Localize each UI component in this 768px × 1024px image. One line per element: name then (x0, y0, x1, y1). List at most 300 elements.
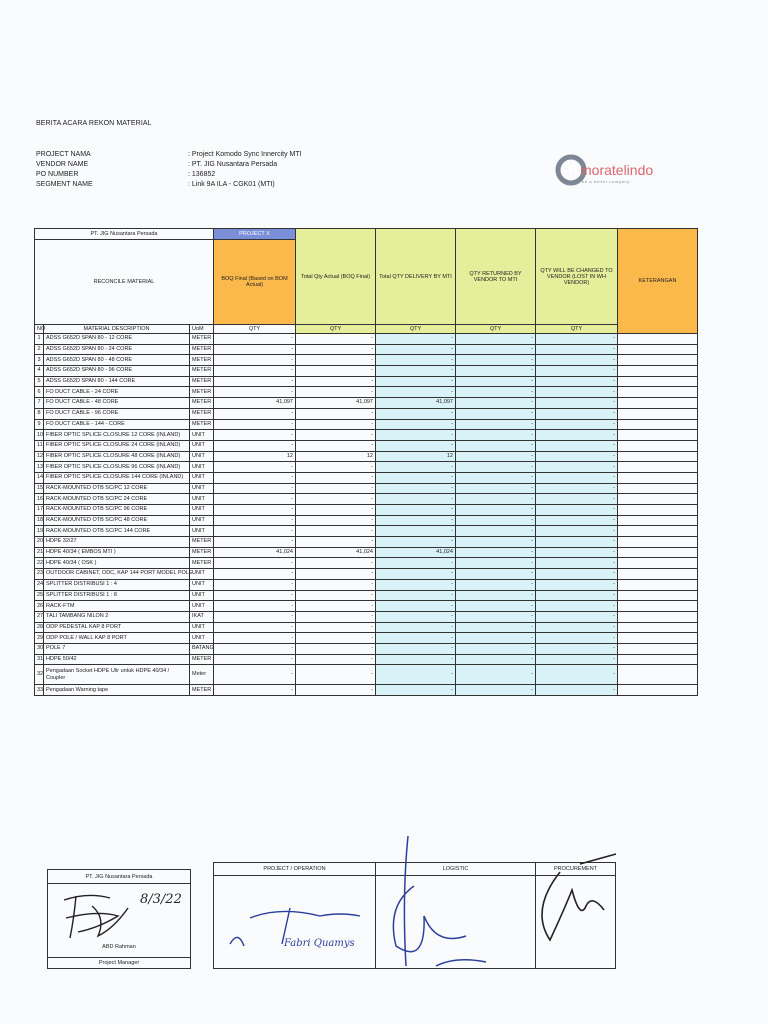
document-title: BERITA ACARA REKON MATERIAL (36, 120, 152, 127)
row-qty-boq: - (214, 558, 296, 569)
table-row (35, 505, 698, 516)
row-uom: METER (190, 334, 214, 345)
row-no: 10 (35, 430, 44, 441)
row-material-description: Pengadaan Socket HDPE Ulir untuk HDPE 40/34 / Coupler (44, 665, 190, 685)
row-no: 28 (35, 622, 44, 633)
row-material-description: HDPE 40/34 ( OSK ) (44, 558, 190, 569)
row-uom: UNIT (190, 494, 214, 505)
row-qty-changed: - (536, 440, 618, 451)
row-qty-boq: - (214, 462, 296, 473)
row-material-description: TALI TAMBANG NILON 2 (44, 611, 190, 622)
row-qty-changed: - (536, 526, 618, 537)
row-uom: UNIT (190, 526, 214, 537)
row-qty-changed: - (536, 419, 618, 430)
row-qty-boq: - (214, 419, 296, 430)
project-operation-sign-cell (214, 876, 376, 969)
row-no: 17 (35, 505, 44, 516)
row-qty-delivery: 41,024 (376, 547, 456, 558)
row-qty-actual: - (296, 685, 376, 696)
row-qty-boq: 12 (214, 451, 296, 462)
row-qty-actual: - (296, 590, 376, 601)
row-qty-changed: - (536, 590, 618, 601)
row-qty-actual: - (296, 462, 376, 473)
row-uom: UNIT (190, 633, 214, 644)
row-qty-boq: - (214, 334, 296, 345)
row-qty-returned: - (456, 515, 536, 526)
project-header: PROJECT X (214, 229, 296, 240)
table-row (35, 579, 698, 590)
row-qty-returned: - (456, 419, 536, 430)
row-material-description: ADSS G652D SPAN 80 - 48 CORE (44, 355, 190, 366)
row-qty-changed: - (536, 376, 618, 387)
row-qty-boq: - (214, 654, 296, 665)
row-material-description: POLE 7 (44, 643, 190, 654)
row-keterangan (618, 366, 698, 377)
row-qty-returned: - (456, 366, 536, 377)
row-qty-returned: - (456, 622, 536, 633)
row-qty-delivery: - (376, 685, 456, 696)
row-qty-actual: - (296, 430, 376, 441)
row-qty-returned: - (456, 334, 536, 345)
info-label-project: PROJECT NAMA (36, 151, 91, 158)
row-qty-delivery: - (376, 483, 456, 494)
col-header-changed: QTY WILL BE CHANGED TO VENDOR (LOST IN WH VENDOR) (536, 229, 618, 325)
row-qty-delivery: - (376, 494, 456, 505)
row-uom: UNIT (190, 505, 214, 516)
row-keterangan (618, 483, 698, 494)
reconcile-table (34, 228, 698, 696)
row-no: 31 (35, 654, 44, 665)
table-row (35, 430, 698, 441)
table-row (35, 408, 698, 419)
row-keterangan (618, 579, 698, 590)
row-qty-boq: - (214, 387, 296, 398)
row-qty-changed: - (536, 558, 618, 569)
row-keterangan (618, 601, 698, 612)
row-uom: UNIT (190, 569, 214, 580)
row-uom: METER (190, 654, 214, 665)
row-no: 20 (35, 537, 44, 548)
row-qty-boq: - (214, 526, 296, 537)
row-qty-changed: - (536, 494, 618, 505)
row-keterangan (618, 569, 698, 580)
row-qty-returned: - (456, 665, 536, 685)
procurement-header: PROCUREMENT (536, 863, 616, 876)
logistic-signature-icon (376, 816, 536, 986)
row-qty-changed: - (536, 462, 618, 473)
row-qty-delivery: - (376, 579, 456, 590)
row-keterangan (618, 526, 698, 537)
sub-header-qty-returned: QTY (456, 325, 536, 334)
row-qty-boq: 41,097 (214, 398, 296, 409)
row-material-description: FO DUCT CABLE - 96 CORE (44, 408, 190, 419)
info-value-segment: : Link 9A ILA - CGK01 (MTI) (188, 181, 275, 188)
project-operation-header: PROJECT / OPERATION (214, 863, 376, 876)
row-keterangan (618, 398, 698, 409)
sub-header-qty-delivery: QTY (376, 325, 456, 334)
reconcile-header: RECONCILE MATERIAL (35, 240, 214, 325)
row-qty-changed: - (536, 537, 618, 548)
row-keterangan (618, 376, 698, 387)
row-uom: UNIT (190, 622, 214, 633)
row-no: 4 (35, 366, 44, 377)
row-qty-delivery: - (376, 387, 456, 398)
row-qty-delivery: - (376, 622, 456, 633)
row-qty-boq: - (214, 366, 296, 377)
row-uom: Meter (190, 665, 214, 685)
row-qty-actual: - (296, 366, 376, 377)
table-row (35, 334, 698, 345)
sub-header-uom: UoM (190, 325, 214, 334)
table-row (35, 515, 698, 526)
row-material-description: ADSS G652D SPAN 80 - 96 CORE (44, 366, 190, 377)
row-no: 21 (35, 547, 44, 558)
row-qty-actual: - (296, 483, 376, 494)
row-qty-returned: - (456, 526, 536, 537)
row-material-description: RACK-MOUNTED OTB SC/PC 12 CORE (44, 483, 190, 494)
row-no: 2 (35, 344, 44, 355)
row-uom: METER (190, 547, 214, 558)
row-qty-actual: - (296, 665, 376, 685)
row-qty-boq: - (214, 579, 296, 590)
row-keterangan (618, 622, 698, 633)
row-material-description: FIBER OPTIC SPLICE CLOSURE 48 CORE (INLAND) (44, 451, 190, 462)
row-material-description: SPLITTER DISTRIBUSI 1 : 8 (44, 590, 190, 601)
row-qty-delivery: - (376, 355, 456, 366)
row-qty-actual: - (296, 355, 376, 366)
row-uom: METER (190, 537, 214, 548)
row-qty-changed: - (536, 344, 618, 355)
row-no: 12 (35, 451, 44, 462)
company-logo (556, 148, 666, 192)
row-qty-delivery: - (376, 419, 456, 430)
table-row (35, 665, 698, 685)
row-qty-boq: - (214, 590, 296, 601)
row-qty-actual: - (296, 579, 376, 590)
row-qty-boq: - (214, 440, 296, 451)
row-qty-boq: - (214, 376, 296, 387)
row-qty-boq: - (214, 472, 296, 483)
row-qty-boq: - (214, 483, 296, 494)
row-qty-changed: - (536, 665, 618, 685)
row-qty-delivery: - (376, 537, 456, 548)
row-no: 11 (35, 440, 44, 451)
row-keterangan (618, 558, 698, 569)
row-material-description: ODP POLE / WALL KAP 8 PORT (44, 633, 190, 644)
row-qty-changed: - (536, 472, 618, 483)
row-uom: METER (190, 355, 214, 366)
row-qty-changed: - (536, 451, 618, 462)
table-row (35, 526, 698, 537)
row-qty-returned: - (456, 451, 536, 462)
row-qty-delivery: - (376, 472, 456, 483)
row-uom: UNIT (190, 430, 214, 441)
row-qty-delivery: - (376, 462, 456, 473)
row-qty-changed: - (536, 579, 618, 590)
info-label-vendor: VENDOR NAME (36, 161, 89, 168)
info-label-segment: SEGMENT NAME (36, 181, 93, 188)
row-qty-delivery: - (376, 440, 456, 451)
row-material-description: HDPE 32/27 (44, 537, 190, 548)
row-qty-changed: - (536, 355, 618, 366)
table-row (35, 472, 698, 483)
table-row (35, 558, 698, 569)
row-no: 3 (35, 355, 44, 366)
vendor-signer-role: Project Manager (48, 957, 190, 966)
row-qty-actual: - (296, 440, 376, 451)
row-qty-actual: - (296, 344, 376, 355)
row-qty-delivery: - (376, 515, 456, 526)
row-keterangan (618, 462, 698, 473)
vendor-signature-date: 8/3/22 (140, 892, 182, 907)
row-material-description: FIBER OPTIC SPLICE CLOSURE 144 CORE (INLAND) (44, 472, 190, 483)
row-no: 6 (35, 387, 44, 398)
row-uom: METER (190, 387, 214, 398)
row-qty-actual: - (296, 611, 376, 622)
row-keterangan (618, 344, 698, 355)
row-qty-changed: - (536, 334, 618, 345)
row-qty-boq: - (214, 611, 296, 622)
sub-header-material: MATERIAL DESCRIPTION (44, 325, 190, 334)
row-qty-returned: - (456, 376, 536, 387)
row-uom: METER (190, 344, 214, 355)
info-value-project: : Project Komodo Sync Innercity MTI (188, 151, 302, 158)
info-value-vendor: : PT. JIG Nusantara Persada (188, 161, 278, 168)
row-qty-boq: - (214, 569, 296, 580)
row-qty-actual: - (296, 419, 376, 430)
project-signer-name: Fabri Quamys (284, 938, 355, 949)
row-qty-changed: - (536, 430, 618, 441)
row-no: 5 (35, 376, 44, 387)
row-qty-boq: - (214, 685, 296, 696)
row-qty-delivery: - (376, 558, 456, 569)
procurement-sign-cell (536, 876, 616, 969)
row-no: 8 (35, 408, 44, 419)
table-row (35, 462, 698, 473)
row-uom: IKAT (190, 611, 214, 622)
row-qty-actual: - (296, 494, 376, 505)
row-qty-boq: - (214, 643, 296, 654)
row-qty-actual: 12 (296, 451, 376, 462)
col-header-keterangan: KETERANGAN (618, 229, 698, 334)
row-keterangan (618, 419, 698, 430)
row-keterangan (618, 537, 698, 548)
row-qty-changed: - (536, 643, 618, 654)
row-qty-returned: - (456, 408, 536, 419)
row-qty-returned: - (456, 344, 536, 355)
row-uom: UNIT (190, 440, 214, 451)
row-qty-actual: - (296, 408, 376, 419)
table-row (35, 633, 698, 644)
row-qty-changed: - (536, 505, 618, 516)
row-qty-boq: 41,024 (214, 547, 296, 558)
row-no: 15 (35, 483, 44, 494)
row-qty-boq: - (214, 505, 296, 516)
table-row (35, 590, 698, 601)
table-row (35, 451, 698, 462)
row-uom: UNIT (190, 515, 214, 526)
row-material-description: FIBER OPTIC SPLICE CLOSURE 24 CORE (INLAND) (44, 440, 190, 451)
row-qty-changed: - (536, 633, 618, 644)
row-no: 25 (35, 590, 44, 601)
row-qty-delivery: - (376, 376, 456, 387)
row-qty-actual: - (296, 537, 376, 548)
table-row (35, 611, 698, 622)
row-no: 22 (35, 558, 44, 569)
row-qty-returned: - (456, 685, 536, 696)
table-row (35, 483, 698, 494)
row-uom: UNIT (190, 579, 214, 590)
row-uom: METER (190, 376, 214, 387)
row-qty-returned: - (456, 430, 536, 441)
row-qty-changed: - (536, 622, 618, 633)
row-qty-actual: - (296, 472, 376, 483)
row-qty-changed: - (536, 601, 618, 612)
row-keterangan (618, 387, 698, 398)
row-uom: METER (190, 558, 214, 569)
row-material-description: ADSS G652D SPAN 80 - 144 CORE (44, 376, 190, 387)
logo-tagline: be a better company (582, 179, 630, 184)
row-no: 1 (35, 334, 44, 345)
vendor-signature-icon (58, 888, 138, 944)
table-row (35, 419, 698, 430)
row-keterangan (618, 472, 698, 483)
row-qty-actual: - (296, 654, 376, 665)
row-uom: METER (190, 366, 214, 377)
sub-header-no: NO (35, 325, 44, 334)
row-material-description: RACK-MOUNTED OTB SC/PC 144 CORE (44, 526, 190, 537)
row-qty-delivery: - (376, 654, 456, 665)
row-keterangan (618, 685, 698, 696)
row-keterangan (618, 451, 698, 462)
row-qty-returned: - (456, 601, 536, 612)
row-qty-returned: - (456, 569, 536, 580)
row-material-description: FO DUCT CABLE - 48 CORE (44, 398, 190, 409)
row-keterangan (618, 654, 698, 665)
row-qty-changed: - (536, 654, 618, 665)
row-qty-boq: - (214, 355, 296, 366)
table-row (35, 366, 698, 377)
row-qty-delivery: - (376, 366, 456, 377)
table-row (35, 376, 698, 387)
row-qty-boq: - (214, 622, 296, 633)
row-no: 9 (35, 419, 44, 430)
row-qty-actual: - (296, 622, 376, 633)
row-no: 23 (35, 569, 44, 580)
row-keterangan (618, 611, 698, 622)
row-no: 7 (35, 398, 44, 409)
col-header-boq: BOQ Final (Based on BOM Actual) (214, 240, 296, 325)
row-uom: METER (190, 419, 214, 430)
row-qty-actual: - (296, 515, 376, 526)
row-qty-boq: - (214, 344, 296, 355)
table-row (35, 398, 698, 409)
row-qty-returned: - (456, 590, 536, 601)
row-keterangan (618, 643, 698, 654)
table-row (35, 643, 698, 654)
row-qty-delivery: - (376, 590, 456, 601)
row-qty-returned: - (456, 643, 536, 654)
table-row (35, 387, 698, 398)
row-uom: UNIT (190, 451, 214, 462)
row-qty-changed: - (536, 685, 618, 696)
row-material-description: FIBER OPTIC SPLICE CLOSURE 12 CORE (INLAND) (44, 430, 190, 441)
row-no: 27 (35, 611, 44, 622)
row-qty-changed: - (536, 366, 618, 377)
row-qty-changed: - (536, 387, 618, 398)
row-qty-actual: - (296, 633, 376, 644)
row-qty-actual: - (296, 505, 376, 516)
row-qty-boq: - (214, 665, 296, 685)
sub-header-qty-boq: QTY (214, 325, 296, 334)
row-uom: METER (190, 408, 214, 419)
row-material-description: FO DUCT CABLE - 24 CORE (44, 387, 190, 398)
row-uom: METER (190, 398, 214, 409)
row-qty-returned: - (456, 547, 536, 558)
col-header-delivery: Total QTY DELIVERY BY MTI (376, 229, 456, 325)
vendor-signature-box (47, 869, 191, 969)
row-qty-actual: - (296, 643, 376, 654)
row-qty-returned: - (456, 355, 536, 366)
row-keterangan (618, 334, 698, 345)
table-row (35, 344, 698, 355)
row-qty-returned: - (456, 462, 536, 473)
table-row (35, 601, 698, 612)
row-qty-returned: - (456, 654, 536, 665)
row-qty-delivery: - (376, 569, 456, 580)
row-qty-boq: - (214, 494, 296, 505)
row-no: 16 (35, 494, 44, 505)
row-qty-delivery: - (376, 601, 456, 612)
row-keterangan (618, 590, 698, 601)
row-qty-delivery: 12 (376, 451, 456, 462)
row-qty-changed: - (536, 483, 618, 494)
row-keterangan (618, 547, 698, 558)
row-keterangan (618, 408, 698, 419)
row-keterangan (618, 505, 698, 516)
row-keterangan (618, 440, 698, 451)
row-qty-delivery: - (376, 505, 456, 516)
row-no: 33 (35, 685, 44, 696)
vendor-signature-caption: PT. JIG Nusantara Persada (85, 874, 153, 880)
row-qty-returned: - (456, 472, 536, 483)
table-row (35, 355, 698, 366)
row-uom: UNIT (190, 462, 214, 473)
row-qty-actual: - (296, 376, 376, 387)
info-label-po: PO NUMBER (36, 171, 79, 178)
table-row (35, 547, 698, 558)
row-qty-changed: - (536, 398, 618, 409)
row-material-description: OUTDOOR CABINET, ODC, KAP 144 PORT MODEL POLE (44, 569, 190, 580)
logo-brand: moratelindo (580, 162, 654, 178)
sub-header-qty-actual: QTY (296, 325, 376, 334)
row-material-description: FIBER OPTIC SPLICE CLOSURE 96 CORE (INLAND) (44, 462, 190, 473)
table-row (35, 440, 698, 451)
row-material-description: ADSS G652D SPAN 80 - 12 CORE (44, 334, 190, 345)
row-uom: BATANG (190, 643, 214, 654)
row-qty-boq: - (214, 537, 296, 548)
row-qty-boq: - (214, 430, 296, 441)
row-qty-delivery: 41,097 (376, 398, 456, 409)
row-qty-boq: - (214, 515, 296, 526)
row-material-description: HDPE 50/42 (44, 654, 190, 665)
row-qty-actual: 41,024 (296, 547, 376, 558)
row-qty-actual: - (296, 558, 376, 569)
row-no: 18 (35, 515, 44, 526)
row-qty-actual: - (296, 526, 376, 537)
row-material-description: ADSS G652D SPAN 80 - 24 CORE (44, 344, 190, 355)
row-qty-actual: - (296, 569, 376, 580)
